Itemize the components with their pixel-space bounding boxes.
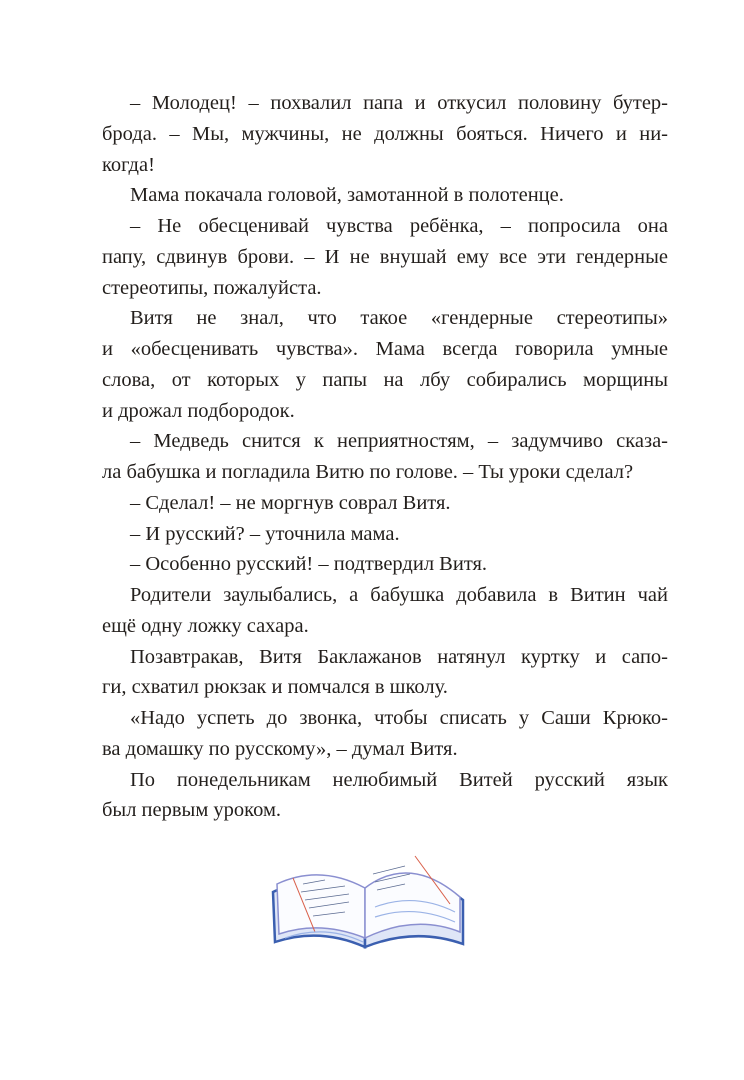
text-line: Родители заулыбались, а бабушка добавила в Витин чай: [130, 584, 668, 606]
page-text: [102, 88, 668, 826]
text-line: ла бабушка и погладила Витю по голове. – Ты уроки сделал?: [102, 461, 634, 483]
text-line: Витя не знал, что такое «гендерные стереотипы»: [130, 307, 668, 330]
text-line: «Надо успеть до звонка, чтобы списать у Саши Крюко-: [130, 707, 668, 729]
text-line: брода. – Мы, мужчины, не должны бояться. Ничего и ни-: [102, 122, 668, 145]
text-line: ещё одну ложку сахара.: [102, 614, 309, 637]
open-notebook-icon: [265, 852, 475, 962]
text-line: – Сделал! – не моргнув соврал Витя.: [130, 491, 451, 514]
text-line: – Не обесценивай чувства ребёнка, – попросила она: [130, 215, 668, 237]
text-line: – Молодец! – похвалил папа и откусил половину бутер-: [130, 92, 668, 114]
text-line: когда!: [102, 153, 155, 176]
text-line: ги, схватил рюкзак и помчался в школу.: [102, 676, 448, 699]
text-line: папу, сдвинув брови. – И не внушай ему все эти гендерные: [102, 245, 668, 268]
text-line: слова, от которых у папы на лбу собирались морщины: [102, 368, 668, 391]
text-line: ва домашку по русскому», – думал Витя.: [102, 737, 458, 760]
text-line: стереотипы, пожалуйста.: [102, 276, 322, 299]
text-line: был первым уроком.: [102, 799, 282, 822]
text-line: – Особенно русский! – подтвердил Витя.: [130, 553, 488, 576]
text-line: Мама покачала головой, замотанной в полотенце.: [130, 184, 564, 207]
text-line: и дрожал подбородок.: [102, 399, 295, 422]
text-line: – И русский? – уточнила мама.: [130, 522, 400, 545]
text-line: Позавтракав, Витя Баклажанов натянул куртку и сапо-: [130, 645, 668, 668]
text-line: – Медведь снится к неприятностям, – задумчиво сказа-: [130, 430, 668, 453]
text-line: и «обесценивать чувства». Мама всегда говорила умные: [102, 338, 668, 360]
text-line: По понедельникам нелюбимый Витей русский язык: [130, 768, 668, 791]
